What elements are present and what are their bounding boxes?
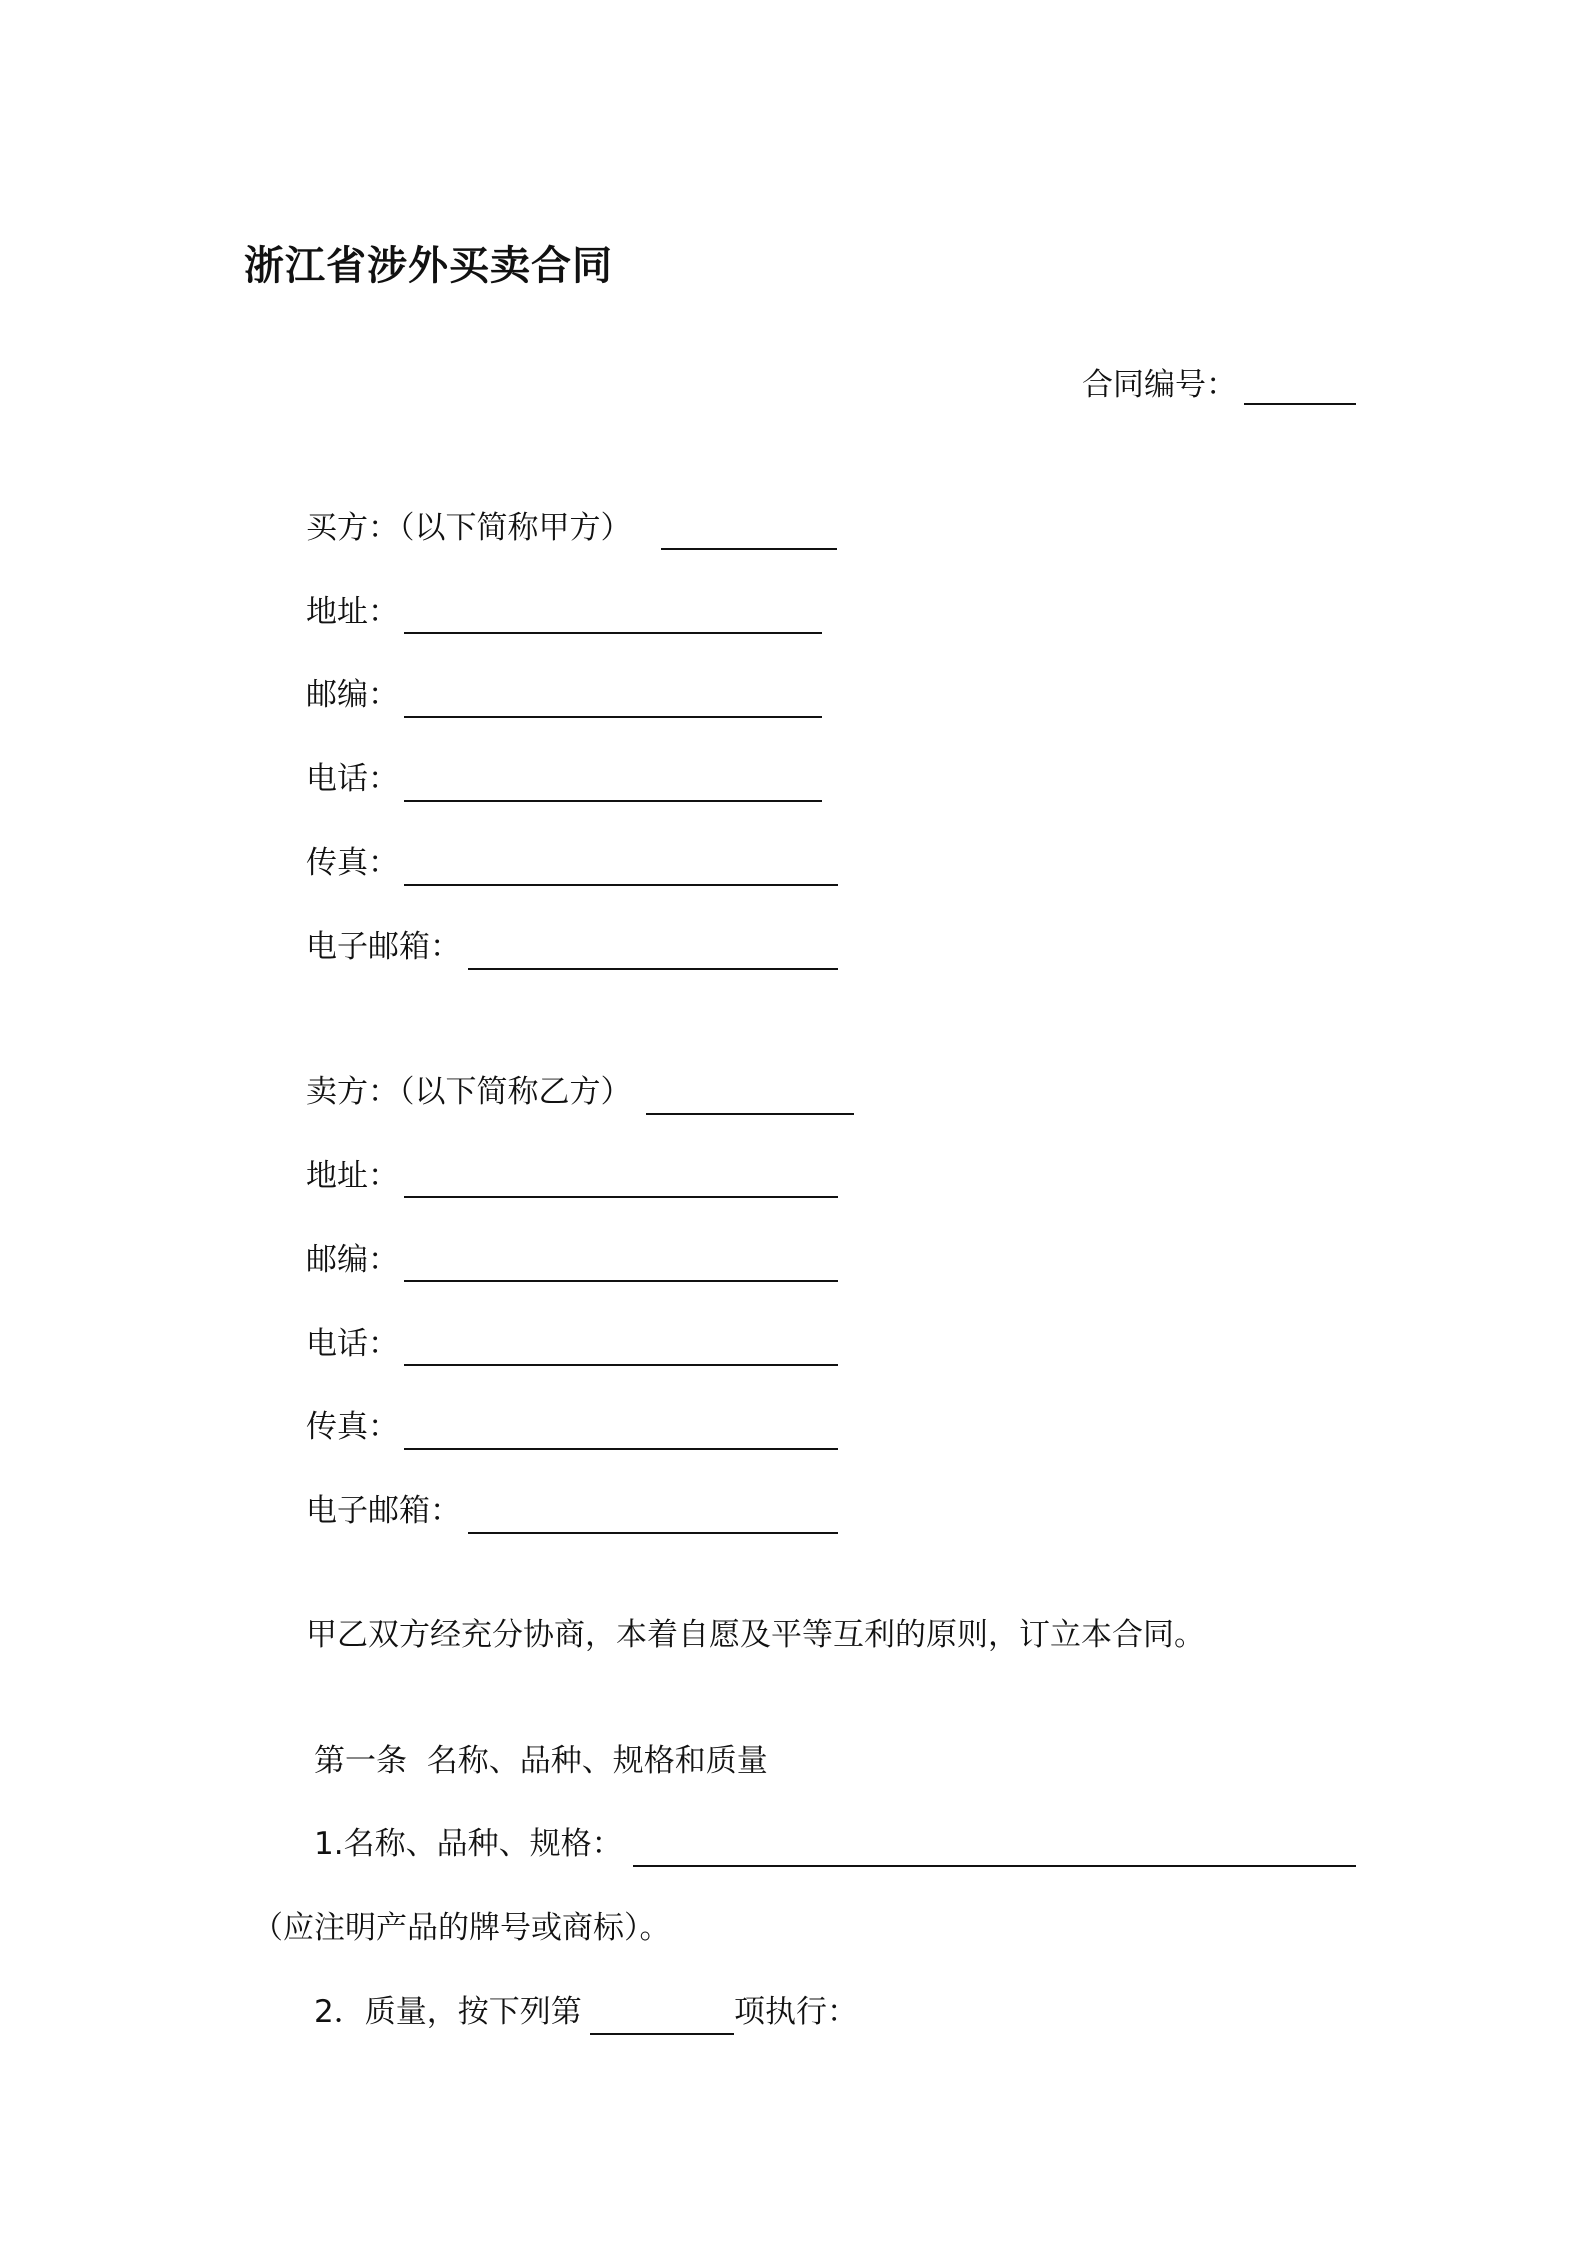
document-title: 浙江省涉外买卖合同 <box>244 243 613 289</box>
seller-email-label: 电子邮箱： <box>306 1493 461 1529</box>
buyer-postcode-label: 邮编： <box>306 677 399 713</box>
buyer-phone-field[interactable] <box>404 800 822 802</box>
intro-paragraph: 甲乙双方经充分协商，本着自愿及平等互利的原则，订立本合同。 <box>306 1617 1205 1653</box>
article-1-heading: 第一条 名称、品种、规格和质量 <box>314 1743 768 1779</box>
article-1-item-1-label: 1.名称、品种、规格： <box>314 1826 623 1862</box>
buyer-address-label: 地址： <box>306 594 399 630</box>
buyer-heading: 买方：（以下简称甲方） <box>306 510 632 546</box>
seller-postcode-label: 邮编： <box>306 1242 399 1278</box>
buyer-email-field[interactable] <box>468 968 838 970</box>
article-1-item-2-prefix: 2．质量，按下列第 <box>314 1994 582 2030</box>
seller-fax-label: 传真： <box>306 1409 399 1445</box>
seller-fax-field[interactable] <box>404 1448 838 1450</box>
seller-postcode-field[interactable] <box>404 1280 838 1282</box>
seller-phone-label: 电话： <box>306 1326 399 1362</box>
seller-address-label: 地址： <box>306 1158 399 1194</box>
buyer-name-field[interactable] <box>661 548 837 550</box>
quality-option-field[interactable] <box>590 2033 734 2035</box>
buyer-fax-label: 传真： <box>306 845 399 881</box>
product-spec-field[interactable] <box>633 1865 1356 1867</box>
contract-number-field[interactable] <box>1244 403 1356 405</box>
contract-number-label: 合同编号： <box>1082 367 1237 403</box>
buyer-fax-field[interactable] <box>404 884 838 886</box>
seller-heading: 卖方：（以下简称乙方） <box>306 1074 632 1110</box>
buyer-postcode-field[interactable] <box>404 716 822 718</box>
seller-address-field[interactable] <box>404 1196 838 1198</box>
buyer-address-field[interactable] <box>404 632 822 634</box>
article-1-item-1-note: （应注明产品的牌号或商标）。 <box>252 1910 671 1946</box>
seller-phone-field[interactable] <box>404 1364 838 1366</box>
seller-email-field[interactable] <box>468 1532 838 1534</box>
buyer-phone-label: 电话： <box>306 761 399 797</box>
article-1-item-2-suffix: 项执行： <box>734 1994 858 2030</box>
buyer-email-label: 电子邮箱： <box>306 929 461 965</box>
seller-name-field[interactable] <box>646 1113 854 1115</box>
